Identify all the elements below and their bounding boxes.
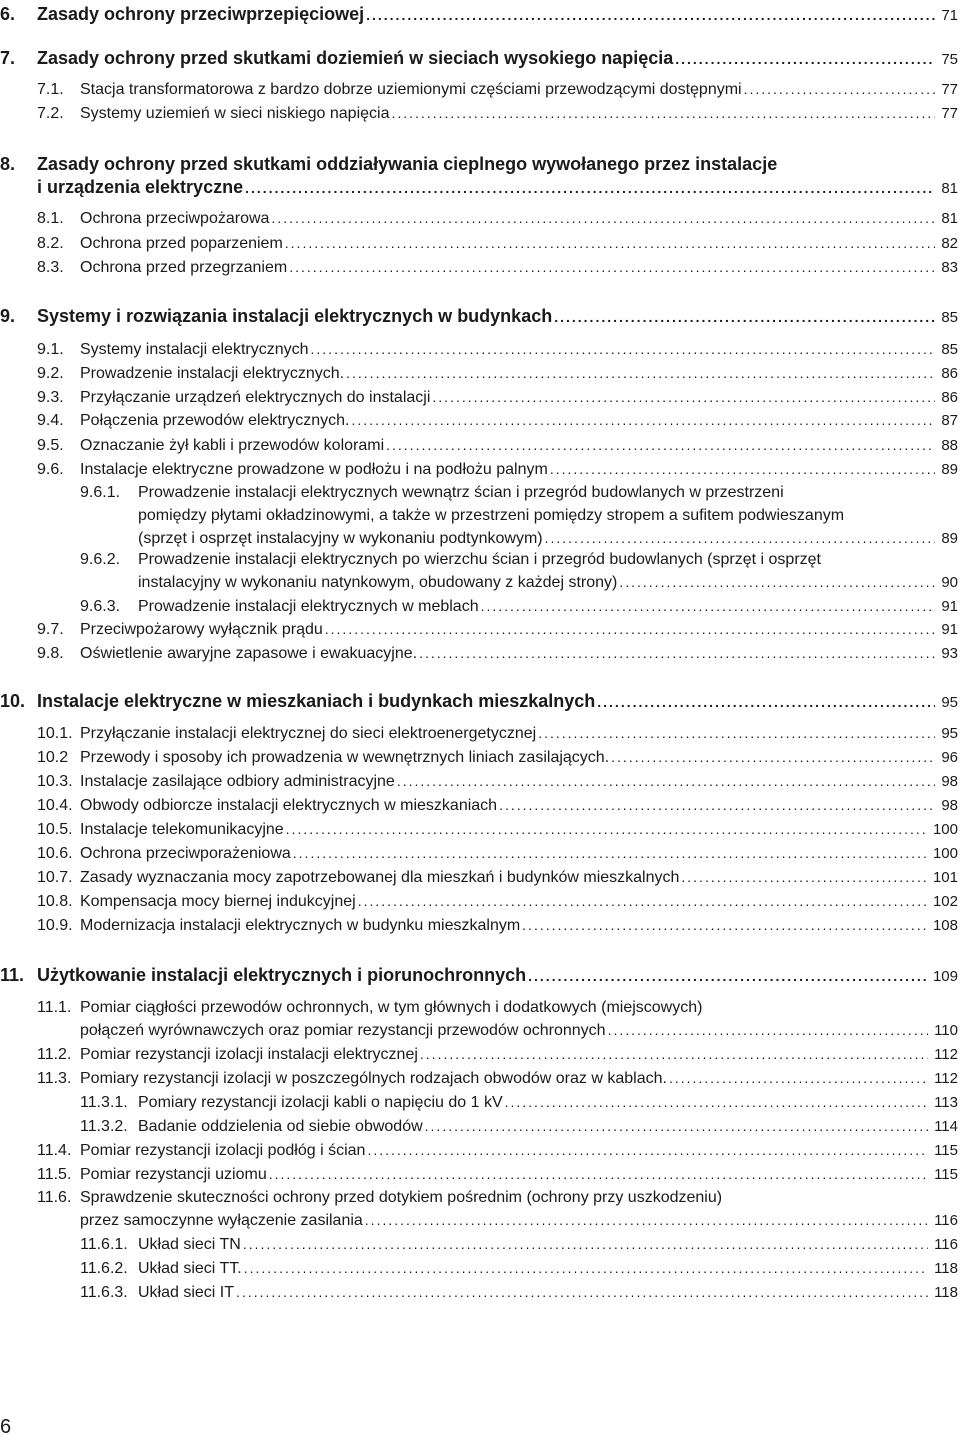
toc-entry-title: Pomiar ciągłości przewodów ochronnych, w tym głównych i dodatkowych (miejscowych) bbox=[80, 999, 703, 1016]
toc-entry-title: Instalacje elektryczne w mieszkaniach i budynkach mieszkalnych bbox=[37, 691, 596, 711]
toc-dot-leader bbox=[608, 1019, 929, 1041]
toc-entry-line bbox=[37, 642, 958, 664]
toc-entry-number: 10.2 bbox=[37, 749, 69, 766]
toc-entry-title: Użytkowanie instalacji elektrycznych i piorunochronnych bbox=[37, 965, 527, 985]
toc-entry-title: Systemy uziemień w sieci niskiego napięcia bbox=[80, 105, 390, 122]
toc-entry-number: 11.3. bbox=[37, 1070, 72, 1087]
toc-entry-title: Oznaczanie żył kabli i przewodów kolorami bbox=[80, 437, 385, 454]
toc-chapter-line bbox=[0, 47, 958, 69]
toc-entry-number: 9.3. bbox=[37, 389, 64, 406]
toc-dot-leader bbox=[554, 306, 935, 328]
toc-dot-leader bbox=[420, 1043, 928, 1065]
toc-entry-line bbox=[80, 1281, 958, 1303]
toc-page-number: 90 bbox=[941, 574, 958, 591]
toc-page-number: 87 bbox=[941, 412, 958, 429]
toc-entry-title: Instalacje zasilające odbiory administracyjne bbox=[80, 773, 395, 790]
toc-entry-line bbox=[37, 914, 958, 936]
toc-entry-line bbox=[80, 1091, 958, 1113]
toc-entry-line bbox=[37, 338, 958, 360]
toc-page-number: 118 bbox=[934, 1260, 958, 1277]
toc-entry-title: Zasady ochrony przed skutkami doziemień w sieciach wysokiego napięcia bbox=[37, 48, 674, 68]
toc-dot-leader bbox=[358, 890, 927, 912]
toc-dot-leader bbox=[481, 595, 936, 617]
toc-page-number: 113 bbox=[934, 1094, 958, 1111]
toc-dot-leader bbox=[386, 434, 935, 456]
toc-entry-title: Układ sieci IT bbox=[138, 1284, 235, 1301]
toc-entry-line bbox=[37, 1139, 958, 1161]
toc-dot-leader bbox=[271, 207, 935, 229]
toc-entry-number: 9.5. bbox=[37, 437, 64, 454]
toc-entry-number: 11.6.1. bbox=[80, 1236, 128, 1253]
toc-entry-line bbox=[37, 256, 958, 278]
toc-entry-number: 11.4. bbox=[37, 1142, 72, 1159]
toc-entry-title: Instalacje elektryczne prowadzone w podłożu i na podłożu palnym bbox=[80, 461, 548, 478]
toc-page-number: 116 bbox=[934, 1236, 958, 1253]
toc-dot-leader bbox=[744, 78, 936, 100]
toc-entry-title: Prowadzenie instalacji elektrycznych po wierzchu ścian i przegród budowlanych (sprzęt i osprzęt bbox=[138, 551, 821, 568]
toc-entry-number: 9.1. bbox=[37, 341, 64, 358]
toc-dot-leader bbox=[365, 1209, 928, 1231]
toc-entry-number: 7.2. bbox=[37, 105, 64, 122]
toc-page-number: 82 bbox=[941, 235, 958, 252]
toc-entry-title: instalacyjny w wykonaniu natynkowym, obudowany z każdej strony) bbox=[138, 574, 618, 591]
toc-entry-title: Ochrona przeciwpożarowa bbox=[80, 210, 270, 227]
toc-entry-line bbox=[37, 997, 958, 1019]
toc-entry-number: 9.4. bbox=[37, 412, 64, 429]
toc-entry-number: 10.3. bbox=[37, 773, 73, 790]
toc-entry-line bbox=[37, 386, 958, 408]
toc-dot-leader bbox=[669, 1067, 928, 1089]
toc-entry-number: 8.1. bbox=[37, 210, 64, 227]
toc-entry-line bbox=[80, 482, 958, 504]
toc-entry-title: połączeń wyrównawczych oraz pomiar rezystancji przewodów ochronnych bbox=[80, 1022, 606, 1039]
toc-entry-line bbox=[37, 78, 958, 100]
toc-page-number: 115 bbox=[934, 1142, 958, 1159]
toc-entry-line bbox=[37, 102, 958, 124]
toc-page-number: 85 bbox=[941, 341, 958, 358]
toc-entry-line bbox=[37, 866, 958, 888]
toc-entry-title: Przyłączanie instalacji elektrycznej do sieci elektroenergetycznej bbox=[80, 725, 537, 742]
toc-dot-leader bbox=[611, 746, 935, 768]
toc-entry-number: 10.8. bbox=[37, 893, 73, 910]
toc-page-number: 77 bbox=[941, 81, 958, 98]
toc-entry-line bbox=[37, 794, 958, 816]
toc-page-number: 75 bbox=[941, 51, 958, 68]
toc-page-number: 98 bbox=[941, 797, 958, 814]
toc-dot-leader bbox=[538, 722, 935, 744]
toc-page-number: 91 bbox=[941, 598, 958, 615]
toc-entry-line bbox=[37, 842, 958, 864]
toc-dot-leader bbox=[351, 409, 935, 431]
toc-entry-line bbox=[37, 434, 958, 456]
toc-entry-title: Sprawdzenie skuteczności ochrony przed dotykiem pośrednim (ochrony przy uszkodzeniu) bbox=[80, 1189, 723, 1206]
toc-dot-leader bbox=[243, 1233, 928, 1255]
toc-page-number: 108 bbox=[932, 917, 958, 934]
toc-page-number: 95 bbox=[941, 694, 958, 711]
toc-dot-leader bbox=[325, 618, 936, 640]
toc-dot-leader bbox=[244, 1257, 928, 1279]
toc-entry-title: Zasady ochrony przed skutkami oddziaływania cieplnego wywołanego przez instalacje bbox=[37, 154, 778, 174]
toc-entry-title: Prowadzenie instalacji elektrycznych. bbox=[80, 365, 345, 382]
toc-entry-number: 11. bbox=[0, 965, 25, 985]
toc-page-number: 114 bbox=[934, 1118, 958, 1135]
toc-page-number: 89 bbox=[941, 530, 958, 547]
toc-entry-title: i urządzenia elektryczne bbox=[37, 177, 244, 197]
toc-entry-line bbox=[80, 1233, 958, 1255]
toc-page-number: 91 bbox=[941, 621, 958, 638]
toc-dot-leader bbox=[681, 866, 927, 888]
toc-page-number: 77 bbox=[941, 105, 958, 122]
toc-entry-line bbox=[80, 1115, 958, 1137]
toc-entry-number: 9. bbox=[0, 306, 16, 326]
toc-dot-leader bbox=[432, 386, 935, 408]
toc-entry-line bbox=[37, 1187, 958, 1209]
toc-page-number: 88 bbox=[941, 437, 958, 454]
toc-dot-leader bbox=[367, 1139, 928, 1161]
toc-dot-leader bbox=[545, 527, 936, 549]
toc-entry-number: 11.6. bbox=[37, 1189, 72, 1206]
toc-dot-leader bbox=[425, 1115, 928, 1137]
toc-page-number: 101 bbox=[932, 869, 958, 886]
toc-entry-title: Pomiary rezystancji izolacji kabli o napięciu do 1 kV bbox=[138, 1094, 503, 1111]
toc-entry-line bbox=[37, 1067, 958, 1089]
toc-page-number: 81 bbox=[941, 180, 958, 197]
toc-page-number: 86 bbox=[941, 389, 958, 406]
toc-entry-number: 9.2. bbox=[37, 365, 64, 382]
toc-entry-number: 10.1. bbox=[37, 725, 73, 742]
toc-page-number: 110 bbox=[934, 1022, 958, 1039]
toc-entry-title: Instalacje telekomunikacyjne bbox=[80, 821, 284, 838]
toc-entry-title: przez samoczynne wyłączenie zasilania bbox=[80, 1212, 363, 1229]
toc-entry-line bbox=[80, 1257, 958, 1279]
toc-entry-title: pomiędzy płytami okładzinowymi, a także w przestrzeni pomiędzy stropem a sufitem podwieszanym bbox=[138, 507, 845, 524]
toc-dot-leader bbox=[269, 1163, 928, 1185]
toc-entry-line bbox=[138, 505, 958, 527]
toc-entry-number: 10.9. bbox=[37, 917, 73, 934]
toc-entry-line bbox=[37, 1043, 958, 1065]
toc-entry-line bbox=[37, 818, 958, 840]
toc-entry-number: 11.1. bbox=[37, 999, 72, 1016]
toc-page-number: 89 bbox=[941, 461, 958, 478]
toc-entry-number: 9.6. bbox=[37, 461, 64, 478]
toc-entry-title: Pomiar rezystancji izolacji podłóg i ścian bbox=[80, 1142, 366, 1159]
toc-entry-line bbox=[80, 1209, 958, 1231]
toc-dot-leader bbox=[675, 48, 935, 70]
toc-dot-leader bbox=[528, 965, 927, 987]
toc-dot-leader bbox=[285, 232, 936, 254]
toc-entry-title: Oświetlenie awaryjne zapasowe i ewakuacyjne. bbox=[80, 645, 418, 662]
toc-chapter-line bbox=[0, 153, 958, 175]
toc-dot-leader bbox=[419, 642, 935, 664]
toc-chapter-line bbox=[0, 305, 958, 327]
toc-page-number: 116 bbox=[934, 1212, 958, 1229]
toc-entry-title: Układ sieci TN bbox=[138, 1236, 241, 1253]
toc-entry-number: 11.2. bbox=[37, 1046, 72, 1063]
toc-entry-number: 10.6. bbox=[37, 845, 73, 862]
toc-entry-title: Systemy instalacji elektrycznych bbox=[80, 341, 309, 358]
toc-entry-number: 9.8. bbox=[37, 645, 64, 662]
toc-dot-leader bbox=[366, 4, 935, 26]
toc-dot-leader bbox=[619, 571, 935, 593]
toc-entry-title: Ochrona przeciwporażeniowa bbox=[80, 845, 291, 862]
toc-page-number: 93 bbox=[941, 645, 958, 662]
toc-dot-leader bbox=[397, 770, 935, 792]
toc-entry-line bbox=[138, 527, 958, 549]
toc-entry-number: 9.6.1. bbox=[80, 484, 121, 501]
toc-entry-line bbox=[37, 722, 958, 744]
toc-dot-leader bbox=[245, 177, 935, 199]
toc-page-number: 71 bbox=[941, 7, 958, 24]
toc-entry-number: 8. bbox=[0, 154, 16, 174]
toc-entry-number: 9.6.3. bbox=[80, 598, 121, 615]
toc-entry-number: 9.6.2. bbox=[80, 551, 121, 568]
toc-page-number: 85 bbox=[941, 309, 958, 326]
toc-entry-title: Prowadzenie instalacji elektrycznych w meblach bbox=[138, 598, 479, 615]
page-number: 6 bbox=[0, 1416, 12, 1438]
toc-entry-number: 9.7. bbox=[37, 621, 64, 638]
toc-entry-title: Stacja transformatorowa z bardzo dobrze uziemionymi częściami przewodzącymi dostępnymi bbox=[80, 81, 742, 98]
toc-entry-title: Układ sieci TT. bbox=[138, 1260, 242, 1277]
toc-entry-number: 8.3. bbox=[37, 259, 64, 276]
toc-page-number: 98 bbox=[941, 773, 958, 790]
toc-dot-leader bbox=[505, 1091, 928, 1113]
toc-entry-number: 11.3.1. bbox=[80, 1094, 128, 1111]
toc-entry-title: Pomiar rezystancji izolacji instalacji elektrycznej bbox=[80, 1046, 418, 1063]
toc-entry-line bbox=[37, 618, 958, 640]
toc-dot-leader bbox=[550, 458, 935, 480]
toc-entry-number: 8.2. bbox=[37, 235, 64, 252]
toc-entry-line bbox=[37, 746, 958, 768]
toc-page-number: 96 bbox=[941, 749, 958, 766]
toc-dot-leader bbox=[289, 256, 935, 278]
toc-entry-title: Przeciwpożarowy wyłącznik prądu bbox=[80, 621, 323, 638]
toc-dot-leader bbox=[391, 102, 935, 124]
toc-entry-title: Połączenia przewodów elektrycznych. bbox=[80, 412, 350, 429]
toc-dot-leader bbox=[311, 338, 936, 360]
toc-entry-title: Pomiar rezystancji uziomu bbox=[80, 1166, 267, 1183]
toc-entry-title: Zasady wyznaczania mocy zapotrzebowanej dla mieszkań i budynków mieszkalnych bbox=[80, 869, 680, 886]
toc-entry-number: 11.6.2. bbox=[80, 1260, 128, 1277]
toc-page-number: 81 bbox=[941, 210, 958, 227]
toc-entry-title: Badanie oddzielenia od siebie obwodów bbox=[138, 1118, 423, 1135]
toc-entry-line bbox=[37, 232, 958, 254]
toc-entry-number: 11.3.2. bbox=[80, 1118, 128, 1135]
toc-page-number: 86 bbox=[941, 365, 958, 382]
toc-entry-line bbox=[37, 409, 958, 431]
toc-dot-leader bbox=[522, 914, 927, 936]
toc-entry-number: 11.5. bbox=[37, 1166, 72, 1183]
toc-dot-leader bbox=[293, 842, 927, 864]
toc-dot-leader bbox=[346, 362, 935, 384]
toc-page-number: 118 bbox=[934, 1284, 958, 1301]
toc-entry-line bbox=[80, 595, 958, 617]
toc-entry-title: Ochrona przed poparzeniem bbox=[80, 235, 283, 252]
toc-entry-number: 7. bbox=[0, 48, 16, 68]
toc-entry-title: Ochrona przed przegrzaniem bbox=[80, 259, 288, 276]
toc-entry-number: 7.1. bbox=[37, 81, 64, 98]
toc-entry-line bbox=[37, 362, 958, 384]
toc-dot-leader bbox=[499, 794, 935, 816]
toc-entry-number: 10.5. bbox=[37, 821, 73, 838]
toc-entry-line bbox=[80, 549, 958, 571]
toc-entry-title: Pomiary rezystancji izolacji w poszczególnych rodzajach obwodów oraz w kablach. bbox=[80, 1070, 667, 1087]
toc-dot-leader bbox=[597, 691, 935, 713]
toc-page-number: 102 bbox=[932, 893, 958, 910]
toc-chapter-line bbox=[0, 964, 958, 986]
toc-chapter-line bbox=[0, 3, 958, 25]
toc-dot-leader bbox=[286, 818, 927, 840]
toc-entry-number: 10.4. bbox=[37, 797, 73, 814]
toc-entry-title: Prowadzenie instalacji elektrycznych wewnątrz ścian i przegród budowlanych w przestrzeni bbox=[138, 484, 784, 501]
toc-entry-number: 10.7. bbox=[37, 869, 73, 886]
toc-entry-line bbox=[138, 571, 958, 593]
toc-entry-number: 10. bbox=[0, 691, 26, 711]
toc-entry-title: Zasady ochrony przeciwprzepięciowej bbox=[37, 4, 365, 24]
toc-entry-line bbox=[80, 1019, 958, 1041]
toc-entry-title: (sprzęt i osprzęt instalacyjny w wykonaniu podtynkowym) bbox=[138, 530, 543, 547]
toc-page-number: 112 bbox=[934, 1046, 958, 1063]
toc-entry-number: 11.6.3. bbox=[80, 1284, 128, 1301]
toc-page-number: 109 bbox=[932, 968, 958, 985]
toc-entry-line bbox=[37, 1163, 958, 1185]
toc-entry-line bbox=[37, 207, 958, 229]
toc-page-number: 112 bbox=[934, 1070, 958, 1087]
toc-dot-leader bbox=[236, 1281, 928, 1303]
toc-entry-line bbox=[37, 458, 958, 480]
toc-page-number: 100 bbox=[932, 821, 958, 838]
toc-entry-title: Kompensacja mocy biernej indukcyjnej bbox=[80, 893, 356, 910]
toc-entry-line bbox=[37, 890, 958, 912]
toc-page-number: 95 bbox=[941, 725, 958, 742]
toc-entry-title: Modernizacja instalacji elektrycznych w budynku mieszkalnym bbox=[80, 917, 521, 934]
toc-entry-number: 6. bbox=[0, 4, 16, 24]
toc-entry-line bbox=[37, 770, 958, 792]
toc-page-number: 100 bbox=[932, 845, 958, 862]
toc-entry-title: Obwody odbiorcze instalacji elektrycznych w mieszkaniach bbox=[80, 797, 498, 814]
toc-entry-title: Przyłączanie urządzeń elektrycznych do instalacji bbox=[80, 389, 431, 406]
toc-page-number: 83 bbox=[941, 259, 958, 276]
toc-chapter-line bbox=[37, 176, 958, 198]
toc-entry-title: Systemy i rozwiązania instalacji elektrycznych w budynkach bbox=[37, 306, 553, 326]
toc-chapter-line bbox=[0, 690, 958, 712]
toc-page-number: 115 bbox=[934, 1166, 958, 1183]
toc-entry-title: Przewody i sposoby ich prowadzenia w wewnętrznych liniach zasilających. bbox=[80, 749, 610, 766]
